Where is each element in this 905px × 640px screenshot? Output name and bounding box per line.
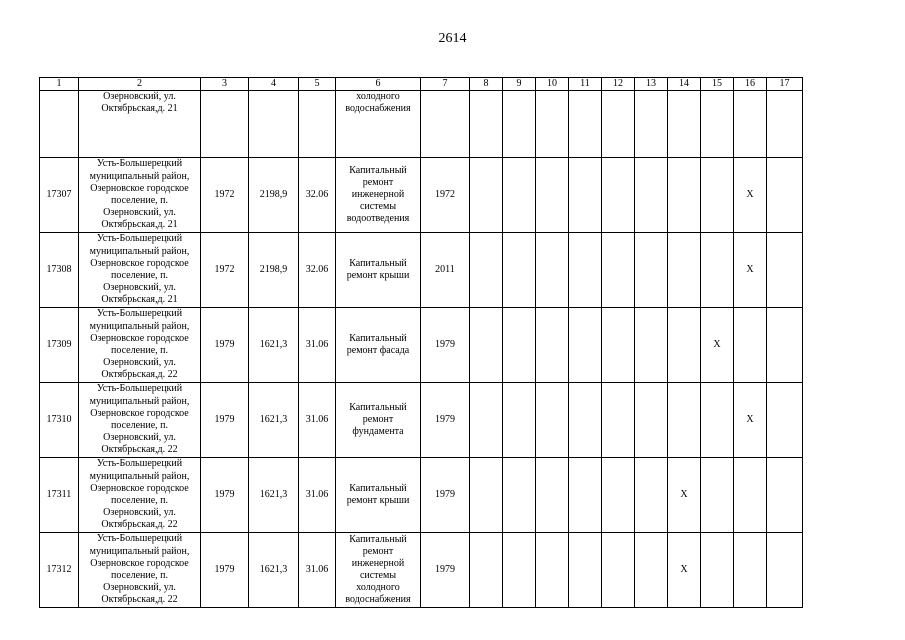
address-line: муниципальный район, bbox=[89, 395, 190, 407]
work-line: системы bbox=[359, 570, 397, 581]
address-line: поселение, п. bbox=[110, 345, 169, 356]
cell-period bbox=[734, 91, 767, 158]
cell-period bbox=[668, 233, 701, 308]
address-line: Озерновское городское bbox=[90, 182, 189, 194]
cell-period bbox=[569, 91, 602, 158]
work-line: ремонт bbox=[362, 414, 394, 425]
cell-year-built: 1979 bbox=[201, 458, 249, 533]
cell-period bbox=[701, 458, 734, 533]
column-header: 14 bbox=[668, 78, 701, 91]
cell-period bbox=[569, 158, 602, 233]
cell-address bbox=[79, 308, 201, 383]
cell-period bbox=[767, 91, 803, 158]
table-row bbox=[40, 458, 803, 533]
work-line: инженерной bbox=[351, 189, 405, 200]
cell-wear: 31.06 bbox=[299, 383, 336, 458]
cell-mark: Х bbox=[668, 533, 701, 608]
table-row bbox=[40, 533, 803, 608]
cell-period bbox=[602, 458, 635, 533]
work-line: инженерной bbox=[351, 558, 405, 569]
address-line: Октябрьская,д. 22 bbox=[101, 519, 178, 531]
cell-period bbox=[503, 458, 536, 533]
cell-area: 2198,9 bbox=[249, 158, 299, 233]
cell-id: 17312 bbox=[40, 533, 79, 608]
cell-period bbox=[602, 308, 635, 383]
cell-period bbox=[602, 533, 635, 608]
cell-work-type bbox=[336, 91, 421, 158]
column-header: 5 bbox=[299, 78, 336, 91]
cell-period bbox=[635, 233, 668, 308]
work-line: ремонт bbox=[362, 177, 394, 188]
cell-address bbox=[79, 91, 201, 158]
cell-repair-year: 2011 bbox=[421, 233, 470, 308]
cell-period bbox=[734, 533, 767, 608]
table-row bbox=[40, 308, 803, 383]
cell-area bbox=[249, 91, 299, 158]
cell-period bbox=[569, 458, 602, 533]
continuation-row bbox=[40, 91, 803, 158]
work-line: холодного bbox=[356, 582, 400, 593]
cell-wear: 31.06 bbox=[299, 533, 336, 608]
work-line: ремонт крыши bbox=[346, 270, 410, 281]
cell-period bbox=[536, 91, 569, 158]
column-header: 11 bbox=[569, 78, 602, 91]
column-header: 9 bbox=[503, 78, 536, 91]
cell-period bbox=[569, 308, 602, 383]
cell-period bbox=[668, 91, 701, 158]
cell-period bbox=[569, 383, 602, 458]
address-line: Озерновский, ул. bbox=[103, 432, 176, 444]
cell-period bbox=[767, 383, 803, 458]
work-line: Капитальный bbox=[349, 258, 407, 269]
cell-wear: 32.06 bbox=[299, 158, 336, 233]
work-line: Капитальный bbox=[349, 165, 407, 176]
cell-period bbox=[470, 533, 503, 608]
cell-period bbox=[536, 383, 569, 458]
cell-address bbox=[79, 233, 201, 308]
column-header: 3 bbox=[201, 78, 249, 91]
cell-repair-year: 1972 bbox=[421, 158, 470, 233]
table-row bbox=[40, 233, 803, 308]
address-line: Озерновское городское bbox=[90, 332, 189, 344]
column-header: 2 bbox=[79, 78, 201, 91]
cell-period bbox=[635, 383, 668, 458]
work-line: фундамента bbox=[352, 426, 404, 437]
cell-period bbox=[701, 158, 734, 233]
cell-area: 1621,3 bbox=[249, 458, 299, 533]
address-line: поселение, п. bbox=[110, 195, 169, 206]
cell-period bbox=[701, 91, 734, 158]
address-line: Усть-Большерецкий bbox=[96, 158, 183, 170]
cell-address bbox=[79, 458, 201, 533]
cell-period bbox=[668, 308, 701, 383]
cell-period bbox=[734, 308, 767, 383]
address-line: муниципальный район, bbox=[89, 245, 190, 257]
cell-period bbox=[602, 383, 635, 458]
cell-period bbox=[503, 383, 536, 458]
cell-period bbox=[503, 91, 536, 158]
cell-period bbox=[635, 91, 668, 158]
cell-id bbox=[40, 91, 79, 158]
column-header: 1 bbox=[40, 78, 79, 91]
cell-period bbox=[701, 383, 734, 458]
cell-period bbox=[668, 158, 701, 233]
cell-area: 2198,9 bbox=[249, 233, 299, 308]
work-line: Капитальный bbox=[349, 534, 407, 545]
address-line: муниципальный район, bbox=[89, 545, 190, 557]
cell-period bbox=[503, 158, 536, 233]
cell-area: 1621,3 bbox=[249, 308, 299, 383]
cell-mark: Х bbox=[668, 458, 701, 533]
cell-year-built: 1979 bbox=[201, 533, 249, 608]
address-line: Усть-Большерецкий bbox=[96, 383, 183, 395]
cell-period bbox=[767, 158, 803, 233]
cell-period bbox=[668, 383, 701, 458]
work-line: ремонт bbox=[362, 546, 394, 557]
column-number-header-row bbox=[40, 78, 803, 91]
work-line: Капитальный bbox=[349, 333, 407, 344]
work-line: водоотведения bbox=[346, 213, 410, 224]
column-header: 4 bbox=[249, 78, 299, 91]
address-line: поселение, п. bbox=[110, 570, 169, 581]
address-line: Озерновское городское bbox=[90, 257, 189, 269]
cell-period bbox=[470, 308, 503, 383]
cell-year-built: 1972 bbox=[201, 233, 249, 308]
cell-repair-year: 1979 bbox=[421, 533, 470, 608]
cell-period bbox=[470, 383, 503, 458]
page-number: 2614 bbox=[438, 31, 467, 46]
cell-wear: 32.06 bbox=[299, 233, 336, 308]
cell-period bbox=[635, 533, 668, 608]
address-line: Озерновское городское bbox=[90, 407, 189, 419]
address-line: Озерновский, ул. bbox=[103, 207, 176, 219]
cell-address bbox=[79, 383, 201, 458]
cell-period bbox=[734, 458, 767, 533]
cell-mark: Х bbox=[734, 233, 767, 308]
cell-period bbox=[470, 91, 503, 158]
cell-year-built: 1972 bbox=[201, 158, 249, 233]
address-line: Озерновский, ул. bbox=[103, 91, 176, 102]
cell-work-type bbox=[336, 383, 421, 458]
column-header: 7 bbox=[421, 78, 470, 91]
cell-period bbox=[635, 308, 668, 383]
work-line: Капитальный bbox=[349, 483, 407, 494]
cell-wear bbox=[299, 91, 336, 158]
cell-period bbox=[767, 308, 803, 383]
work-line: системы bbox=[359, 201, 397, 212]
column-header: 8 bbox=[470, 78, 503, 91]
cell-area: 1621,3 bbox=[249, 383, 299, 458]
table-row bbox=[40, 383, 803, 458]
cell-id: 17307 bbox=[40, 158, 79, 233]
cell-repair-year bbox=[421, 91, 470, 158]
address-line: Октябрьская,д. 21 bbox=[101, 294, 178, 306]
cell-id: 17309 bbox=[40, 308, 79, 383]
cell-period bbox=[701, 233, 734, 308]
address-line: Октябрьская,д. 21 bbox=[101, 103, 178, 115]
cell-period bbox=[602, 91, 635, 158]
cell-period bbox=[503, 233, 536, 308]
column-header: 15 bbox=[701, 78, 734, 91]
cell-period bbox=[470, 458, 503, 533]
address-line: Усть-Большерецкий bbox=[96, 458, 183, 470]
cell-repair-year: 1979 bbox=[421, 383, 470, 458]
cell-wear: 31.06 bbox=[299, 458, 336, 533]
address-line: Октябрьская,д. 22 bbox=[101, 444, 178, 456]
cell-mark: Х bbox=[734, 383, 767, 458]
cell-work-type bbox=[336, 533, 421, 608]
column-header: 16 bbox=[734, 78, 767, 91]
cell-period bbox=[503, 533, 536, 608]
cell-period bbox=[536, 233, 569, 308]
cell-id: 17308 bbox=[40, 233, 79, 308]
cell-wear: 31.06 bbox=[299, 308, 336, 383]
repair-schedule-table bbox=[39, 77, 803, 608]
cell-mark: Х bbox=[734, 158, 767, 233]
cell-address bbox=[79, 533, 201, 608]
cell-period bbox=[569, 533, 602, 608]
address-line: Озерновский, ул. bbox=[103, 507, 176, 519]
work-line: Капитальный bbox=[349, 402, 407, 413]
cell-period bbox=[569, 233, 602, 308]
cell-work-type bbox=[336, 158, 421, 233]
address-line: Озерновский, ул. bbox=[103, 357, 176, 369]
column-header: 13 bbox=[635, 78, 668, 91]
cell-period bbox=[635, 458, 668, 533]
address-line: поселение, п. bbox=[110, 420, 169, 431]
address-line: Октябрьская,д. 22 bbox=[101, 369, 178, 381]
cell-area: 1621,3 bbox=[249, 533, 299, 608]
column-header: 6 bbox=[336, 78, 421, 91]
cell-period bbox=[767, 458, 803, 533]
address-line: муниципальный район, bbox=[89, 170, 190, 182]
work-line: холодного bbox=[356, 91, 400, 102]
cell-period bbox=[536, 533, 569, 608]
cell-repair-year: 1979 bbox=[421, 458, 470, 533]
cell-work-type bbox=[336, 458, 421, 533]
cell-year-built bbox=[201, 91, 249, 158]
cell-period bbox=[536, 458, 569, 533]
address-line: Усть-Большерецкий bbox=[96, 533, 183, 545]
address-line: Озерновское городское bbox=[90, 482, 189, 494]
column-header: 12 bbox=[602, 78, 635, 91]
cell-mark: Х bbox=[701, 308, 734, 383]
table-row bbox=[40, 158, 803, 233]
cell-work-type bbox=[336, 308, 421, 383]
cell-id: 17310 bbox=[40, 383, 79, 458]
address-line: поселение, п. bbox=[110, 270, 169, 281]
cell-period bbox=[536, 158, 569, 233]
cell-year-built: 1979 bbox=[201, 383, 249, 458]
cell-period bbox=[470, 233, 503, 308]
address-line: Октябрьская,д. 22 bbox=[101, 594, 178, 606]
cell-period bbox=[602, 233, 635, 308]
address-line: Озерновское городское bbox=[90, 557, 189, 569]
cell-period bbox=[503, 308, 536, 383]
address-line: муниципальный район, bbox=[89, 320, 190, 332]
cell-year-built: 1979 bbox=[201, 308, 249, 383]
cell-period bbox=[767, 533, 803, 608]
address-line: Озерновский, ул. bbox=[103, 582, 176, 594]
cell-period bbox=[635, 158, 668, 233]
cell-period bbox=[602, 158, 635, 233]
address-line: Октябрьская,д. 21 bbox=[101, 219, 178, 231]
work-line: ремонт крыши bbox=[346, 495, 410, 506]
work-line: водоснабжения bbox=[345, 594, 411, 605]
column-header: 10 bbox=[536, 78, 569, 91]
work-line: водоснабжения bbox=[345, 103, 411, 114]
cell-id: 17311 bbox=[40, 458, 79, 533]
address-line: поселение, п. bbox=[110, 495, 169, 506]
work-line: ремонт фасада bbox=[346, 345, 410, 356]
cell-period bbox=[767, 233, 803, 308]
address-line: муниципальный район, bbox=[89, 470, 190, 482]
address-line: Озерновский, ул. bbox=[103, 282, 176, 294]
address-line: Усть-Большерецкий bbox=[96, 308, 183, 320]
column-header: 17 bbox=[767, 78, 803, 91]
cell-period bbox=[470, 158, 503, 233]
cell-period bbox=[701, 533, 734, 608]
cell-work-type bbox=[336, 233, 421, 308]
cell-address bbox=[79, 158, 201, 233]
cell-repair-year: 1979 bbox=[421, 308, 470, 383]
cell-period bbox=[536, 308, 569, 383]
address-line: Усть-Большерецкий bbox=[96, 233, 183, 245]
